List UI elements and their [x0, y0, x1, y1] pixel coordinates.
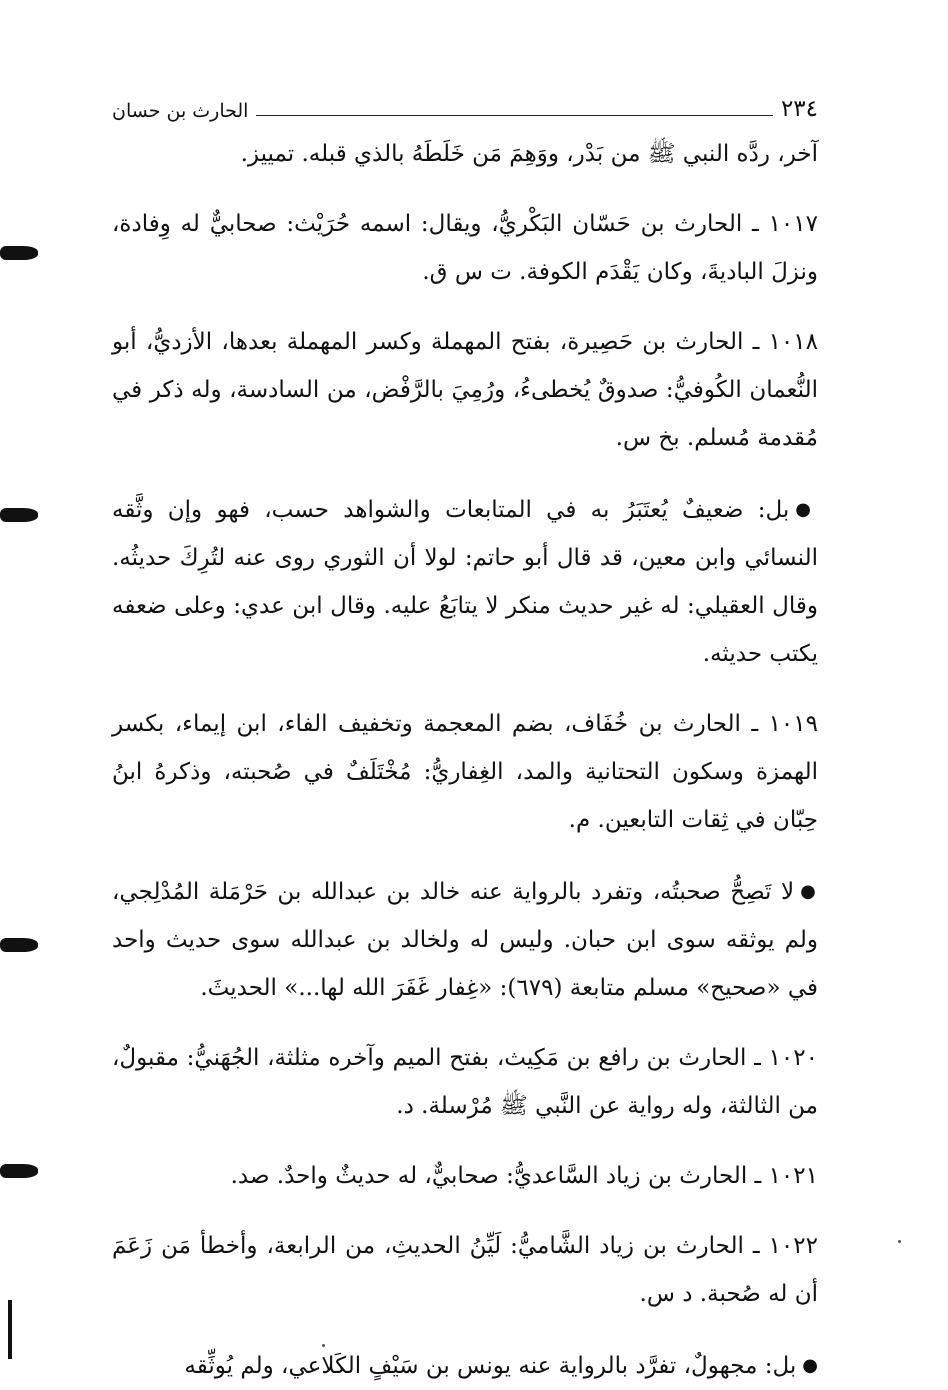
entry-1021: ١٠٢١ ـ الحارث بن زياد السَّاعديُّ: صحابيٌّ، له حديثٌ واحدٌ. صد. [230, 1163, 818, 1189]
entry-1019: ١٠١٩ ـ الحارث بن خُفَاف، بضم المعجمة وتخفيف الفاء، ابن إيماء، بكسر الهمزة وسكون التحتانية والمد، الغِفاريُّ: مُخْتَلَفٌ في صُحبته، وذكرهُ ابنُ حِبّان في ثِقات التابعين. م. [112, 711, 818, 833]
header-rule [256, 115, 772, 116]
scan-dot [898, 1240, 901, 1243]
entry-1017: ١٠١٧ ـ الحارث بن حَسّان البَكْريُّ، ويقال: اسمه حُرَيْث: صحابيٌّ له وِفادة، ونزلَ الباديةَ، وكان يَقْدَم الكوفة. ت س ق. [112, 211, 818, 285]
entry-1018: ١٠١٨ ـ الحارث بن حَصِيرة، بفتح المهملة وكسر المهملة بعدها، الأزديُّ، أبو النُّعمان الكُوفيُّ: صدوقٌ يُخطىءُ، ورُمِيَ بالرَّفْض، من السادسة، وله ذكر في مُقدمة مُسلم. بخ س. [112, 329, 818, 451]
page-body [112, 130, 818, 1390]
running-title: الحارث بن حسان [112, 100, 249, 122]
scan-mark [0, 508, 38, 522]
scan-edge-line [8, 1300, 12, 1359]
bullet-icon: ● [800, 881, 818, 902]
note-text: بل: مجهولٌ، تفرَّد بالرواية عنه يونس بن سَيْفٍ الكَلاعي، ولم يُوثِّقه [184, 1353, 797, 1379]
continuation-paragraph: آخر، ردَّه النبي ﷺ من بَدْر، ووَهِمَ مَن خَلَطَهُ بالذي قبله. تمييز. [240, 141, 818, 167]
note-text: بل: ضعيفٌ يُعتَبَرُ به في المتابعات والشواهد حسب، فهو وإن وثَّقه النسائي وابن معين، قد قال أبو حاتم: لولا أن الثوري روى عنه لتُرِكَ حديثُه. وقال العقيلي: له غير حديث منكر لا يتابَعُ عليه. وقال ابن عدي: وعلى ضعفه يكتب حديثه. [112, 497, 819, 667]
scan-mark [0, 938, 38, 952]
page-header [112, 84, 818, 122]
entry-1020: ١٠٢٠ ـ الحارث بن رافع بن مَكِيث، بفتح الميم وآخره مثلثة، الجُهَنيُّ: مقبولٌ، من الثالثة، وله رواية عن النَّبي ﷺ مُرْسلة. د. [112, 1045, 818, 1119]
note-1018 [112, 486, 818, 678]
entry-1022: ١٠٢٢ ـ الحارث بن زياد الشَّاميُّ: لَيِّنُ الحديثِ، من الرابعة، وأخطأ مَن زَعَمَ أن له صُحبة. د س. [112, 1233, 818, 1307]
note-text: لا تَصِحُّ صحبتُه، وتفرد بالرواية عنه خالد بن عبدالله بن حَرْمَلة المُدْلِجي، ولم يوثقه سوى ابن حبان. وليس له ولخالد بن عبدالله سوى حديث واحد في «صحيح» مسلم متابعة (٦٧٩): «غِفار غَفَرَ الله لها...» الحديثَ. [112, 879, 818, 1001]
scan-mark [0, 246, 38, 260]
scan-dot [322, 1344, 325, 1347]
note-1022 [112, 1342, 818, 1390]
bullet-icon: ● [795, 499, 818, 520]
page-number: ٢٣٤ [780, 96, 818, 122]
bullet-icon: ● [802, 1355, 818, 1376]
note-1019 [112, 868, 818, 1012]
scan-mark [0, 1164, 38, 1178]
